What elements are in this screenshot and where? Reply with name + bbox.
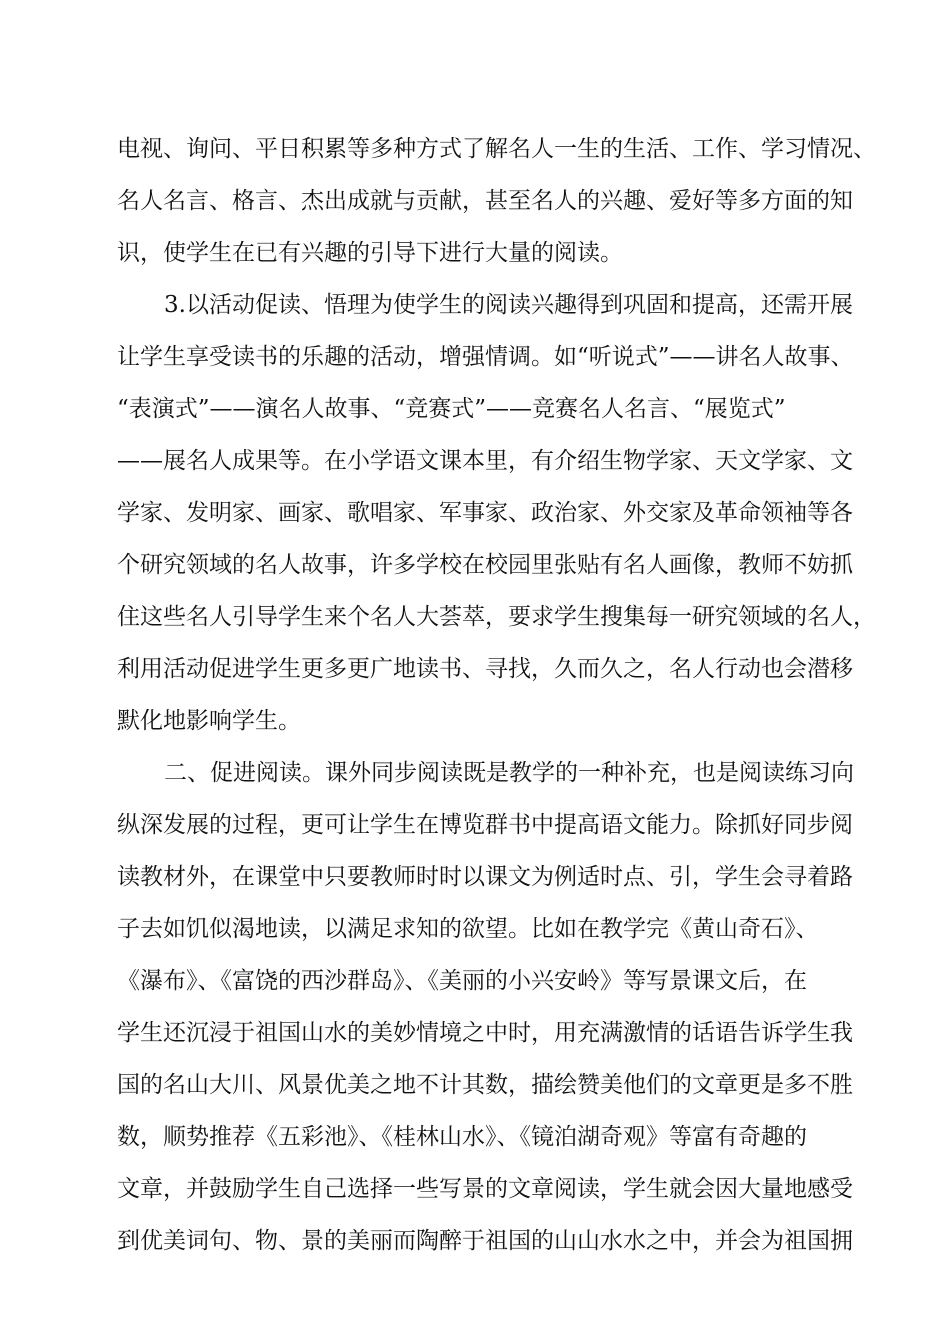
- text-line: 数，顺势推荐《五彩池》、《桂林山水》、《镜泊湖奇观》等富有奇趣的: [117, 1124, 807, 1150]
- text-line: 《瀑布》、《富饶的西沙群岛》、《美丽的小兴安岭》等写景课文后，在: [117, 968, 807, 994]
- text-line: 学生还沉浸于祖国山水的美妙情境之中时，用充满激情的话语告诉学生我: [117, 1020, 853, 1046]
- text-line: 国的名山大川、风景优美之地不计其数，描绘赞美他们的文章更是多不胜: [117, 1072, 853, 1098]
- text-line: 名人名言、格言、杰出成就与贡献，甚至名人的兴趣、爱好等多方面的知: [117, 188, 853, 214]
- text-line: 让学生享受读书的乐趣的活动，增强情调。如“听说式”——讲名人故事、: [117, 344, 854, 370]
- text-line: 默化地影响学生。: [117, 708, 301, 734]
- text-line: 利用活动促进学生更多更广地读书、寻找，久而久之，名人行动也会潜移: [117, 656, 853, 682]
- text-line: 子去如饥似渴地读，以满足求知的欲望。比如在教学完《黄山奇石》、: [117, 916, 819, 942]
- text-line: 纵深发展的过程，更可让学生在博览群书中提高语文能力。除抓好同步阅: [117, 812, 853, 838]
- text-line: 识，使学生在已有兴趣的引导下进行大量的阅读。: [117, 240, 623, 266]
- text-line: 住这些名人引导学生来个名人大荟萃，要求学生搜集每一研究领域的名人，: [117, 604, 876, 630]
- text-line: 电视、询问、平日积累等多种方式了解名人一生的生活、工作、学习情况、: [117, 136, 876, 162]
- text-line: “表演式”——演名人故事、“竞赛式”——竞赛名人名言、“展览式”: [117, 396, 786, 422]
- text-line: 学家、发明家、画家、歌唱家、军事家、政治家、外交家及革命领袖等各: [117, 500, 853, 526]
- paragraph-start-line: 二、促进阅读。课外同步阅读既是教学的一种补充，也是阅读练习向: [164, 760, 854, 786]
- text-line: 个研究领域的名人故事，许多学校在校园里张贴有名人画像，教师不妨抓: [117, 552, 853, 578]
- text-line: 到优美词句、物、景的美丽而陶醉于祖国的山山水水之中，并会为祖国拥: [117, 1228, 853, 1254]
- paragraph-start-line: 3.以活动促读、悟理为使学生的阅读兴趣得到巩固和提高，还需开展: [164, 292, 853, 318]
- text-line: ——展名人成果等。在小学语文课本里，有介绍生物学家、天文学家、文: [117, 448, 853, 474]
- text-line: 读教材外，在课堂中只要教师时时以课文为例适时点、引，学生会寻着路: [117, 864, 853, 890]
- text-line: 文章，并鼓励学生自己选择一些写景的文章阅读，学生就会因大量地感受: [117, 1176, 853, 1202]
